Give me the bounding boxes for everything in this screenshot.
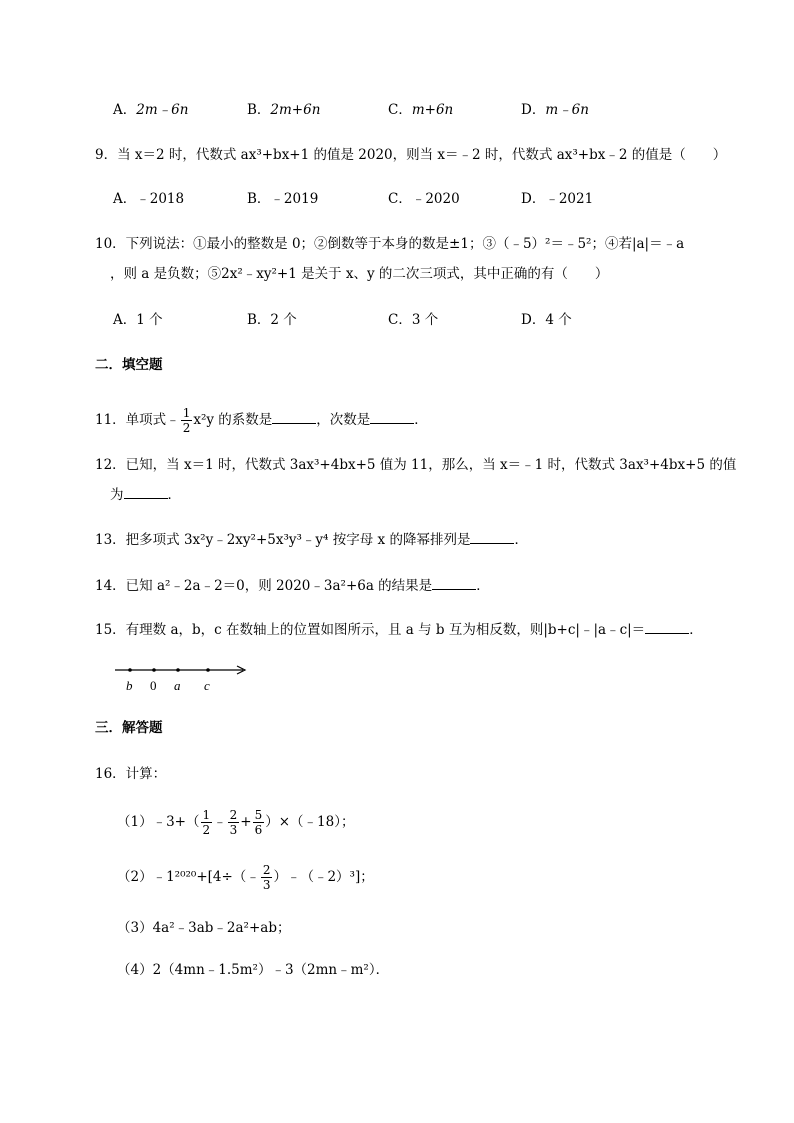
q11-text: 11．单项式﹣ $\frac{1}{2}$ x²y 的系数是 ，次数是 ． bbox=[95, 406, 428, 435]
q9-option-b: B．﹣2019 bbox=[247, 191, 319, 207]
q14-text: 14．已知 a²﹣2a﹣2＝0，则 2020﹣3a²+6a 的结果是 ． bbox=[95, 578, 490, 594]
q10-line1: 10．下列说法：①最小的整数是 0；②倒数等于本身的数是±1；③（﹣5）²＝﹣5²；④若|a|＝﹣a bbox=[95, 236, 685, 252]
q16-part1: （1）﹣3+（ $\frac{1}{2}$ ﹣ $\frac{2}{3}$ + $\frac{5}{6}$ ）×（﹣18）； bbox=[117, 808, 355, 837]
q10-line2: ，则 a 是负数；⑤2x²﹣xy²+1 是关于 x、y 的二次三项式，其中正确的有（ ） bbox=[110, 266, 609, 282]
q8-option-c: C．m+6n bbox=[388, 102, 454, 118]
q16-p2-frac: $\frac{2}{3}$ bbox=[262, 863, 271, 892]
q9-option-a: A．﹣2018 bbox=[113, 191, 185, 207]
point-b bbox=[128, 668, 132, 672]
section-solve-title: 三．解答题 bbox=[95, 720, 163, 736]
q12-line1: 12．已知，当 x＝1 时，代数式 3ax³+4bx+5 值为 11，那么，当 x＝﹣1 时，代数式 3ax³+4bx+5 的值 bbox=[95, 457, 737, 473]
q16-part4: （4）2（4mn﹣1.5m²）﹣3（2mn﹣m²）． bbox=[117, 962, 390, 978]
q12-line2: 为 ． bbox=[110, 487, 181, 503]
q13-blank[interactable] bbox=[470, 531, 514, 544]
q15-blank[interactable] bbox=[645, 621, 689, 634]
q14-blank[interactable] bbox=[432, 577, 476, 590]
q15-text: 15．有理数 a，b，c 在数轴上的位置如图所示，且 a 与 b 互为相反数，则|b+c|﹣|a﹣c|＝ ． bbox=[95, 622, 703, 638]
q16-title: 16．计算： bbox=[95, 766, 167, 782]
q9-option-c: C．﹣2020 bbox=[388, 191, 460, 207]
label-c: c bbox=[204, 678, 210, 693]
q11-blank-2[interactable] bbox=[370, 411, 414, 424]
label-zero: 0 bbox=[150, 678, 157, 693]
q8-option-b: B．2m+6n bbox=[247, 102, 321, 118]
q10-option-b: B．2 个 bbox=[247, 312, 297, 328]
number-line-figure bbox=[110, 660, 260, 696]
q10-option-c: C．3 个 bbox=[388, 312, 439, 328]
q13-text: 13．把多项式 3x²y﹣2xy²+5x³y³﹣y⁴ 按字母 x 的降幂排列是 ． bbox=[95, 532, 528, 548]
q16-p1-frac-1: $\frac{1}{2}$ bbox=[202, 808, 211, 837]
label-b: b bbox=[126, 678, 133, 693]
point-c bbox=[206, 668, 210, 672]
q10-option-a: A．1 个 bbox=[113, 312, 163, 328]
label-a: a bbox=[174, 678, 181, 693]
q16-part2: （2）﹣1²⁰²⁰+[4÷（﹣ $\frac{2}{3}$ ）﹣（﹣2）³]； bbox=[117, 863, 374, 892]
point-zero bbox=[152, 668, 156, 672]
q16-p1-frac-3: $\frac{5}{6}$ bbox=[254, 808, 263, 837]
q12-blank[interactable] bbox=[124, 486, 168, 499]
q8-option-a: A．2m﹣6n bbox=[113, 102, 189, 118]
q8-option-d: D．m﹣6n bbox=[521, 102, 589, 118]
point-a bbox=[176, 668, 180, 672]
q11-fraction: $\frac{1}{2}$ bbox=[182, 406, 191, 435]
q9-text: 9．当 x＝2 时，代数式 ax³+bx+1 的值是 2020，则当 x＝﹣2 时，代数式 ax³+bx﹣2 的值是（ ） bbox=[95, 147, 727, 163]
section-fill-in-title: 二．填空题 bbox=[95, 357, 163, 373]
q16-part3: （3）4a²﹣3ab﹣2a²+ab； bbox=[117, 920, 291, 936]
q16-p1-frac-2: $\frac{2}{3}$ bbox=[229, 808, 238, 837]
q9-option-d: D．﹣2021 bbox=[521, 191, 594, 207]
q10-option-d: D．4 个 bbox=[521, 312, 572, 328]
q11-blank-1[interactable] bbox=[272, 411, 316, 424]
